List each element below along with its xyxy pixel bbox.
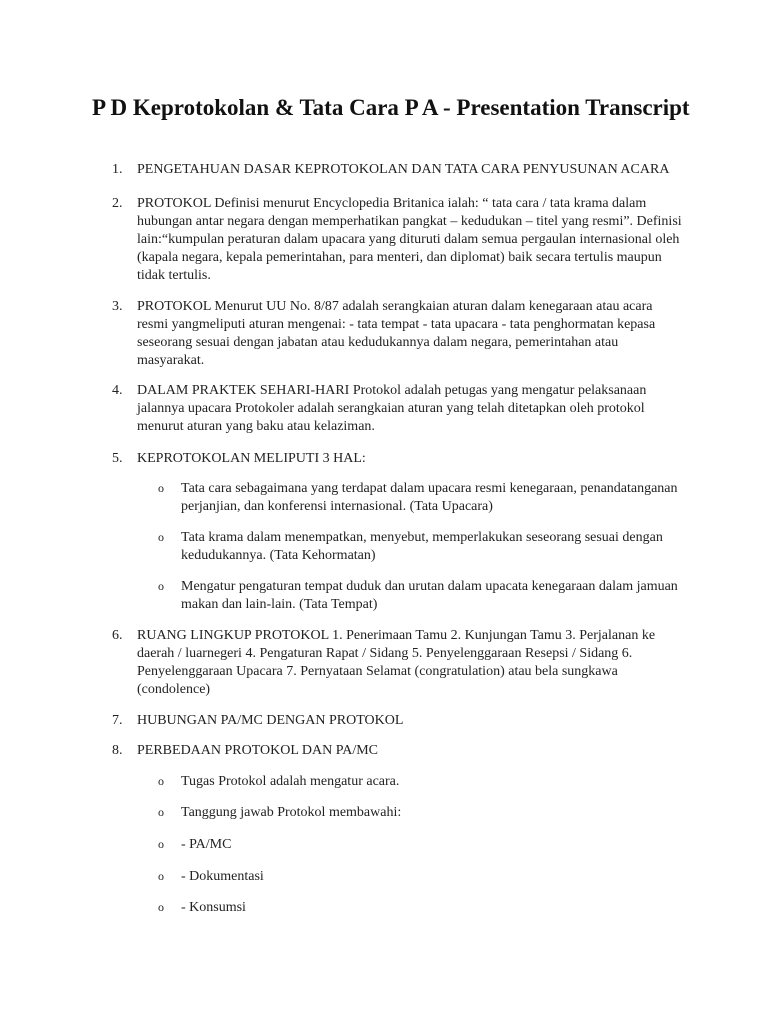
list-item-text: HUBUNGAN PA/MC DENGAN PROTOKOL <box>137 713 404 728</box>
sub-list-item-text: - Dokumentasi <box>181 869 264 884</box>
bullet-icon: o <box>158 481 164 495</box>
list-item-number: 8. <box>112 743 123 758</box>
list-item-text: PROTOKOL Definisi menurut Encyclopedia Britanica ialah: “ tata cara / tata krama dalam hubungan antar negara dengan memperhatikan pangkat – kedudukan – titel yang resmi”. Definisi lain:“kumpulan peraturan dalam upacara yang dituruti dalam semua pergaulan internasional oleh (kapala negara, kepala pemerintahan, para menteri, dan diplomat) baik secara tertulis maupun tidak tertulis. <box>137 196 682 283</box>
list-item-text: PROTOKOL Menurut UU No. 8/87 adalah serangkaian aturan dalam kenegaraan atau acara resmi yangmeliputi aturan mengenai: - tata tempat - tata upacara - tata penghormatan kepasa seseorang sesuai dengan jabatan atau kedudukannya dalam negara, pemerintahan atau masyarakat. <box>137 299 656 368</box>
document-title: P D Keprotokolan & Tata Cara P A - Presentation Transcript <box>92 95 690 120</box>
list-item-text: DALAM PRAKTEK SEHARI-HARI Protokol adalah petugas yang mengatur pelaksanaan jalannya upacara Protokoler adalah serangkaian aturan yang telah ditetapkan oleh protokol menurut aturan yang baku atau kelaziman. <box>137 383 647 434</box>
list-item-number: 6. <box>112 628 123 643</box>
list-item-text: PENGETAHUAN DASAR KEPROTOKOLAN DAN TATA CARA PENYUSUNAN ACARA <box>137 162 670 177</box>
sub-list-item-text: - Konsumsi <box>181 900 246 915</box>
list-item-number: 1. <box>112 162 123 177</box>
list-item-number: 5. <box>112 451 123 466</box>
list-item-text: PERBEDAAN PROTOKOL DAN PA/MC <box>137 743 379 758</box>
sub-list-item-text: Tanggung jawab Protokol membawahi: <box>181 805 402 820</box>
sub-list-item-text: Tugas Protokol adalah mengatur acara. <box>181 774 400 789</box>
list-item-text: RUANG LINGKUP PROTOKOL 1. Penerimaan Tamu 2. Kunjungan Tamu 3. Perjalanan ke daerah / luarnegeri 4. Pengaturan Rapat / Sidang 5. Penyelenggaraan Resepsi / Sidang 6. Penyelenggaraan Upacara 7. Pernyataan Selamat (congratulation) atau bela sungkawa (condolence) <box>137 628 656 697</box>
list-item-number: 2. <box>112 196 123 211</box>
list-item-text: KEPROTOKOLAN MELIPUTI 3 HAL: <box>137 451 366 466</box>
sub-list-item-text: Tata krama dalam menempatkan, menyebut, memperlakukan seseorang sesuai dengan kedudukannya. (Tata Kehormatan) <box>181 530 663 563</box>
sub-list-item-text: Tata cara sebagaimana yang terdapat dalam upacara resmi kenegaraan, penandatanganan perjanjian, dan konferensi internasional. (Tata Upacara) <box>181 481 678 514</box>
sub-list-item-text: Mengatur pengaturan tempat duduk dan urutan dalam upacata kenegaraan dalam jamuan makan dan lain-lain. (Tata Tempat) <box>181 579 678 612</box>
sub-list-item-text: - PA/MC <box>181 837 232 852</box>
bullet-icon: o <box>158 805 164 819</box>
list-item-number: 3. <box>112 299 123 314</box>
bullet-icon: o <box>158 900 164 914</box>
bullet-icon: o <box>158 869 164 883</box>
bullet-icon: o <box>158 837 164 851</box>
list-item-number: 7. <box>112 713 123 728</box>
bullet-icon: o <box>158 579 164 593</box>
bullet-icon: o <box>158 774 164 788</box>
bullet-icon: o <box>158 530 164 544</box>
list-item-number: 4. <box>112 383 123 398</box>
